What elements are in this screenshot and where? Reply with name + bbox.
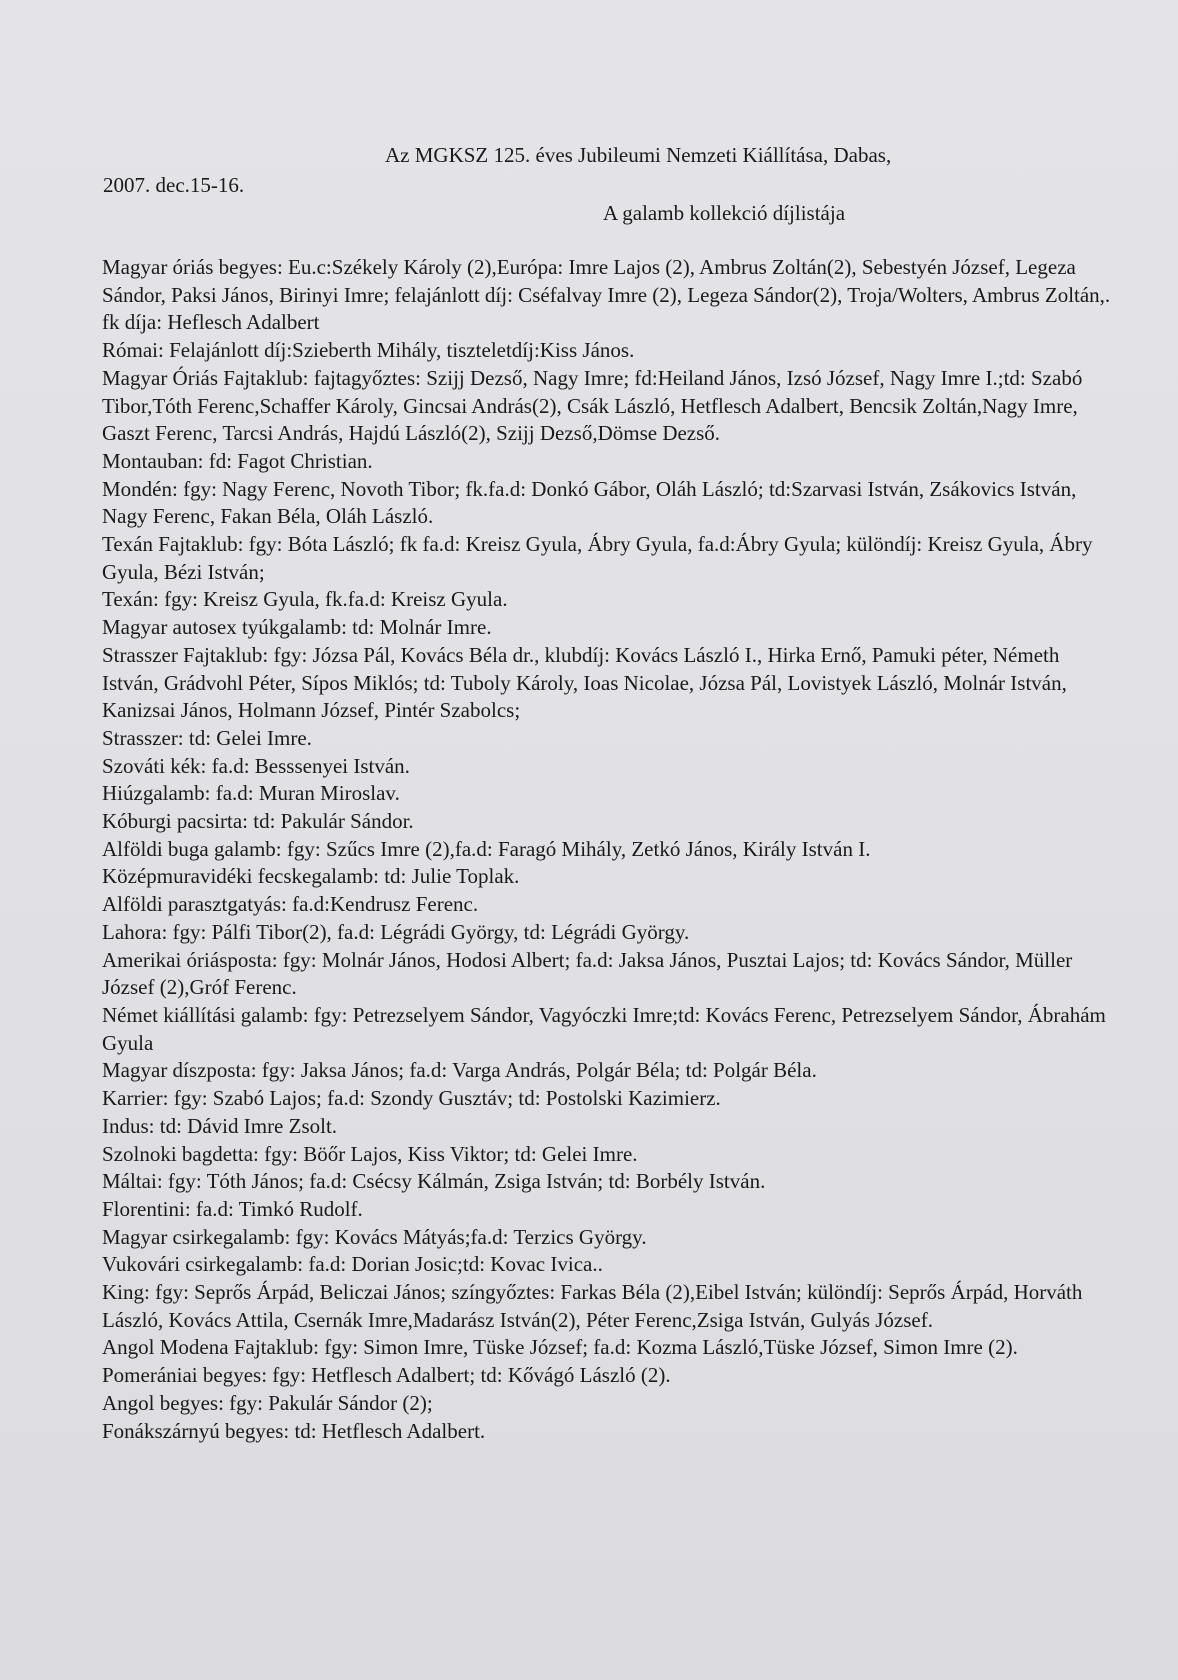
prize-entry: King: fgy: Seprős Árpád, Beliczai János; színgyőztes: Farkas Béla (2),Eibel István; különdíj: Seprős Árpád, Horváth László, Kovács Attila, Csernák Imre,Madarász István(2), Péter Ferenc,Zsiga István, Gulyás József. xyxy=(102,1280,1083,1332)
prize-entry: Középmuravidéki fecskegalamb: td: Julie Toplak. xyxy=(102,864,520,889)
document-subtitle: A galamb kollekció díjlistája xyxy=(603,201,846,225)
prize-entry: Magyar csirkegalamb: fgy: Kovács Mátyás;fa.d: Terzics György. xyxy=(102,1224,647,1249)
prize-entry: Angol begyes: fgy: Pakulár Sándor (2); xyxy=(102,1390,433,1415)
prize-entry: Hiúzgalamb: fa.d: Muran Miroslav. xyxy=(102,781,400,806)
prize-entry: Máltai: fgy: Tóth János; fa.d: Csécsy Kálmán, Zsiga István; td: Borbély István. xyxy=(102,1169,766,1194)
prize-entry: Florentini: fa.d: Timkó Rudolf. xyxy=(102,1196,363,1221)
prize-entry: Német kiállítási galamb: fgy: Petrezselyem Sándor, Vagyóczki Imre;td: Kovács Ferenc, Petrezselyem Sándor, Ábrahám Gyula xyxy=(102,1002,1106,1055)
prize-entry: Amerikai óriásposta: fgy: Molnár János, Hodosi Albert; fa.d: Jaksa János, Pusztai Lajos; td: Kovács Sándor, Müller József (2),Gróf Ferenc. xyxy=(102,947,1073,1000)
prize-entry: Pomerániai begyes: fgy: Hetflesch Adalbert; td: Kővágó László (2). xyxy=(102,1363,671,1388)
prize-entry: Indus: td: Dávid Imre Zsolt. xyxy=(102,1113,338,1138)
prize-entry: Strasszer: td: Gelei Imre. xyxy=(102,725,312,750)
prize-entry: Magyar díszposta: fgy: Jaksa János; fa.d: Varga András, Polgár Béla; td: Polgár Béla. xyxy=(102,1058,817,1083)
document-title: Az MGKSZ 125. éves Jubileumi Nemzeti Kiállítása, Dabas, xyxy=(385,143,892,167)
prize-entry: Alföldi parasztgatyás: fa.d:Kendrusz Ferenc. xyxy=(102,892,479,917)
prize-entry: Montauban: fd: Fagot Christian. xyxy=(102,448,373,473)
prize-entry: Lahora: fgy: Pálfi Tibor(2), fa.d: Légrádi György, td: Légrádi György. xyxy=(102,919,690,944)
prize-entry: Vukovári csirkegalamb: fa.d: Dorian Josic;td: Kovac Ivica.. xyxy=(102,1252,603,1277)
prize-entry: Alföldi buga galamb: fgy: Szűcs Imre (2),fa.d: Faragó Mihály, Zetkó János, Király István I. xyxy=(102,836,871,861)
prize-entry: Mondén: fgy: Nagy Ferenc, Novoth Tibor; fk.fa.d: Donkó Gábor, Oláh László; td:Szarvasi István, Zsákovics István, Nagy Ferenc, Fakan Béla, Oláh László. xyxy=(102,476,1077,529)
prize-entry: Magyar Óriás Fajtaklub: fajtagyőztes: Szijj Dezső, Nagy Imre; fd:Heiland János, Izsó József, Nagy Imre I.;td: Szabó Tibor,Tóth Ferenc,Schaffer Károly, Gincsai András(2), Csák László, Hetflesch Adalbert, Bencsik Zoltán,Nagy Imre, Gaszt Ferenc, Tarcsi András, Hajdú László(2), Szijj Dezső,Dömse Dezső. xyxy=(102,365,1083,446)
prize-entry: Texán Fajtaklub: fgy: Bóta László; fk fa.d: Kreisz Gyula, Ábry Gyula, fa.d:Ábry Gyula; különdíj: Kreisz Gyula, Ábry Gyula, Bézi István; xyxy=(102,532,1093,584)
prize-entry: Szolnoki bagdetta: fgy: Böőr Lajos, Kiss Viktor; td: Gelei Imre. xyxy=(102,1141,638,1166)
prize-entry: Kóburgi pacsirta: td: Pakulár Sándor. xyxy=(102,809,414,834)
prize-list xyxy=(102,254,1112,1445)
prize-entry: Magyar óriás begyes: Eu.c:Székely Károly (2),Európa: Imre Lajos (2), Ambrus Zoltán(2), Sebestyén József, Legeza Sándor, Paksi János, Birinyi Imre; felajánlott díj: Cséfalvay Imre (2), Legeza Sándor(2), Troja/Wolters, Ambrus Zoltán,. fk díja: Heflesch Adalbert xyxy=(102,255,1111,335)
prize-entry: Szováti kék: fa.d: Besssenyei István. xyxy=(102,753,410,778)
prize-entry: Magyar autosex tyúkgalamb: td: Molnár Imre. xyxy=(102,615,492,640)
prize-entry: Fonákszárnyú begyes: td: Hetflesch Adalbert. xyxy=(102,1418,486,1443)
document-date: 2007. dec.15-16. xyxy=(103,173,245,197)
prize-entry: Római: Felajánlott díj:Szieberth Mihály, tiszteletdíj:Kiss János. xyxy=(102,338,635,363)
prize-entry: Karrier: fgy: Szabó Lajos; fa.d: Szondy Gusztáv; td: Postolski Kazimierz. xyxy=(102,1086,721,1111)
prize-entry: Strasszer Fajtaklub: fgy: Józsa Pál, Kovács Béla dr., klubdíj: Kovács László I., Hirka Ernő, Pamuki péter, Németh István, Grádvohl Péter, Sípos Miklós; td: Tuboly Károly, Ioas Nicolae, Józsa Pál, Lovistyek László, Molnár István, Kanizsai János, Holmann József, Pintér Szabolcs; xyxy=(102,642,1067,723)
prize-entry: Texán: fgy: Kreisz Gyula, fk.fa.d: Kreisz Gyula. xyxy=(102,587,508,612)
prize-entry: Angol Modena Fajtaklub: fgy: Simon Imre, Tüske József; fa.d: Kozma László,Tüske József, Simon Imre (2). xyxy=(102,1335,1018,1360)
